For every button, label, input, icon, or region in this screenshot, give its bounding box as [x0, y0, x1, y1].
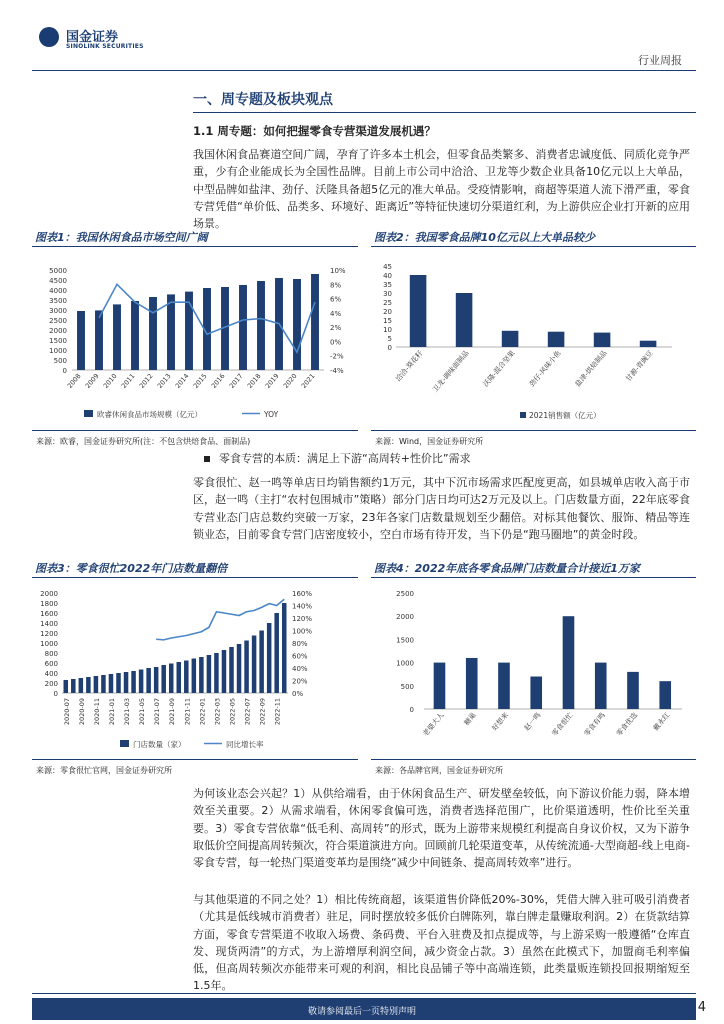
paragraph-2: 零食很忙、赵一鸣等单店日均销售额约1万元，其中下沉市场需求匹配度更高，如县城单店收入高于市区，赵一鸣（主打“农村包围城市”策略）部分门店日均可达2万元及以上。门店数量方面，22年底零食专营业态门店总数约突破一万家，23年各家门店数量规划至少翻倍。对标其他餐饮、服饰、精品等连锁业态，目前零食专营门店密度较小，空白市场有待开发，当下仍是“跑马圈地”的黄金时段。	[193, 476, 690, 541]
bullet-heading: 零食专营的本质：满足上下游“高周转+性价比”需求	[219, 452, 471, 465]
x-tick-label: 2021-03	[123, 698, 132, 726]
y-tick-label: 500	[400, 682, 414, 691]
x-tick-label: 2020-09	[77, 698, 86, 726]
bar	[161, 665, 166, 693]
y-right-tick-label: -4%	[330, 367, 344, 375]
y-tick-label: 40	[383, 272, 392, 280]
x-tick-label: 零食有鸣	[582, 711, 607, 738]
bar	[222, 650, 227, 693]
bar	[167, 294, 175, 370]
y-left-tick-label: 800	[44, 650, 58, 658]
y-tick-label: 45	[383, 263, 392, 271]
bar	[244, 641, 249, 694]
y-right-tick-label: -2%	[330, 352, 344, 361]
legend-label: YOY	[264, 410, 279, 419]
bar	[456, 293, 473, 347]
bar	[184, 661, 189, 694]
bar	[274, 613, 279, 693]
x-tick-label: 2022-03	[213, 698, 222, 726]
legend-label: 同比增长率	[226, 740, 264, 749]
x-tick-label: 2016	[209, 372, 227, 390]
figure-3-title: 图表3：零食很忙2022年门店数量翻倍	[35, 562, 228, 575]
y-left-tick-label: 1200	[40, 630, 58, 638]
x-tick-label: 老婆大人	[421, 711, 446, 738]
x-tick-label: 2020-07	[62, 698, 71, 726]
figure-3-chart	[32, 583, 362, 755]
bar	[192, 659, 197, 694]
y-right-tick-label: 60%	[292, 652, 308, 661]
y-left-tick-label: 1400	[40, 620, 58, 628]
y-right-tick-label: 20%	[292, 677, 308, 686]
y-tick-label: 10	[383, 326, 392, 334]
bar	[154, 667, 159, 693]
x-tick-label: 2022-11	[273, 698, 282, 726]
report-type: 行业周报	[638, 54, 682, 67]
y-right-tick-label: 10%	[330, 267, 346, 275]
y-left-tick-label: 2000	[40, 590, 58, 598]
x-tick-label: 2008	[65, 372, 83, 390]
y-left-tick-label: 2500	[49, 317, 67, 325]
bar	[640, 341, 657, 347]
subsection-title: 1.1 周专题：如何把握零食专营渠道发展机遇？	[193, 124, 436, 138]
company-logo-icon	[39, 27, 59, 47]
x-tick-label: 2010	[101, 372, 119, 390]
bar	[94, 676, 99, 693]
y-left-tick-label: 4000	[49, 287, 67, 295]
x-tick-label: 2022-05	[228, 698, 237, 726]
bar	[199, 657, 204, 693]
y-tick-label: 5	[387, 335, 392, 343]
x-tick-label: 2011	[119, 372, 137, 390]
y-right-tick-label: 120%	[292, 615, 313, 623]
figure-4-chart	[372, 583, 696, 755]
y-left-tick-label: 3000	[49, 307, 67, 315]
y-left-tick-label: 200	[44, 680, 58, 688]
bar	[237, 644, 242, 693]
bar	[77, 311, 85, 370]
y-tick-label: 15	[383, 317, 392, 325]
y-left-tick-label: 0	[53, 690, 58, 698]
bar	[434, 663, 446, 709]
section-title: 一、周专题及板块观点	[193, 92, 333, 108]
y-left-tick-label: 1000	[49, 347, 67, 355]
y-right-tick-label: 4%	[330, 309, 342, 318]
bar	[95, 310, 103, 370]
x-tick-label: 零食优选	[615, 711, 640, 738]
x-tick-label: 2022-01	[198, 698, 207, 726]
paragraph-3: 为何该业态会兴起？1）从供给端看，由于休闲食品生产、研发壁垒较低，向下游议价能力弱，降本增效至关重要。2）从需求端看，休闲零食偏可选，消费者选择范围广，比价渠道透明，性价比至关重要。3）零食专营依靠“低毛利、高周转”的形式，既为上游带来规模红利提高自身议价权，又为下游争取低价空间提高周转频次，符合渠道演进方向。回顾前几轮渠道变革，从传统流通-大型商超-线上电商-零食专营，每一轮热门渠道变革均是围绕“减少中间链条、提高周转效率”进行。	[193, 787, 690, 870]
legend-label: 欧睿休闲食品市场规模（亿元）	[97, 410, 202, 419]
x-tick-label: 2013	[155, 372, 173, 390]
x-tick-label: 盐津-烘焙制品	[573, 349, 609, 389]
x-tick-label: 2021-07	[153, 698, 162, 726]
legend-swatch-bar	[120, 740, 129, 747]
section-divider	[193, 112, 696, 113]
y-left-tick-label: 1800	[40, 600, 58, 608]
bar	[64, 680, 69, 693]
bar	[594, 333, 611, 347]
y-tick-label: 20	[383, 308, 392, 316]
bar	[169, 664, 174, 694]
logo-text-cn: 国金证券	[66, 30, 119, 45]
x-tick-label: 赵一鸣	[522, 711, 543, 733]
bar	[311, 274, 319, 370]
x-tick-label: 2021-11	[183, 698, 192, 726]
bar	[214, 653, 219, 693]
x-tick-label: 劲仔-风味小鱼	[527, 349, 563, 389]
bar	[502, 331, 519, 347]
x-tick-label: 2019	[263, 372, 281, 390]
y-left-tick-label: 0	[62, 367, 67, 375]
y-tick-label: 0	[387, 344, 392, 352]
y-right-tick-label: 0%	[330, 338, 342, 347]
x-tick-label: 2015	[191, 372, 209, 390]
y-right-tick-label: 2%	[330, 324, 342, 333]
x-tick-label: 2017	[227, 372, 245, 390]
figure-3-source: 来源：零食很忙官网，国金证券研究所	[36, 766, 172, 775]
figure-2-source: 来源：Wind，国金证券研究所	[375, 437, 484, 446]
x-tick-label: 糖巢	[462, 711, 478, 728]
legend-swatch-bar	[520, 412, 526, 418]
page-number: 4	[697, 1000, 706, 1015]
y-right-tick-label: 160%	[292, 590, 313, 598]
x-tick-label: 2009	[83, 372, 101, 390]
figure-1-chart	[32, 252, 362, 428]
x-tick-label: 洽洽-葵花籽	[394, 349, 425, 384]
bar	[86, 677, 91, 693]
bar	[71, 679, 76, 693]
figure-3-title-rule	[32, 577, 358, 578]
y-tick-label: 35	[383, 281, 392, 289]
y-tick-label: 2000	[396, 613, 414, 622]
y-left-tick-label: 600	[44, 660, 58, 668]
bar	[207, 655, 212, 693]
figure-1-bottom-rule	[32, 430, 358, 431]
bar	[139, 670, 144, 694]
y-right-tick-label: 40%	[292, 665, 308, 673]
figure-4-title-rule	[371, 577, 696, 578]
x-tick-label: 2021	[299, 372, 317, 390]
bar	[548, 332, 565, 347]
y-tick-label: 30	[383, 290, 392, 298]
x-tick-label: 2022-07	[243, 698, 252, 726]
y-tick-label: 1500	[396, 636, 414, 645]
bar	[410, 275, 427, 347]
bar	[563, 616, 575, 709]
x-tick-label: 2021-01	[107, 698, 116, 726]
legend-label: 2021销售额（亿元）	[529, 411, 601, 420]
legend-swatch-bar	[84, 410, 93, 417]
legend-label: 门店数量（家）	[133, 740, 186, 749]
bar	[124, 672, 129, 693]
y-right-tick-label: 80%	[292, 640, 308, 648]
figure-1-title: 图表1：我国休闲食品市场空间广阔	[35, 231, 208, 244]
bar	[627, 672, 639, 709]
bar	[146, 668, 151, 693]
y-right-tick-label: 6%	[330, 295, 342, 304]
x-tick-label: 好想来	[490, 711, 511, 733]
y-right-tick-label: 0%	[292, 690, 304, 698]
x-tick-label: 2020-11	[92, 698, 101, 726]
bar	[498, 663, 510, 709]
figure-2-bottom-rule	[371, 430, 696, 431]
growth-line	[156, 599, 284, 640]
y-tick-label: 2500	[396, 590, 414, 598]
bar	[267, 623, 272, 693]
bar	[595, 663, 607, 709]
x-tick-label: 2014	[173, 372, 191, 390]
x-tick-label: 2020	[281, 372, 299, 390]
y-left-tick-label: 500	[53, 357, 67, 365]
y-tick-label: 25	[383, 299, 392, 307]
bar	[131, 671, 136, 693]
bar	[131, 301, 139, 370]
bar	[149, 297, 157, 370]
y-right-tick-label: 8%	[330, 281, 342, 290]
paragraph-1: 我国休闲食品赛道空间广阔，孕育了许多本土机会，但零食品类繁多、消费者忠诚度低、同质化竞争严重，少有企业能成长为全国性品牌。目前上市公司中洽洽、卫龙等少数企业具备10亿元以上大单品，中型品牌如盐津、劲仔、沃隆具备超5亿元的准大单品。受疫情影响，商超等渠道人流下滑严重，零食专营凭借“单价低、品类多、环境好、距离近”等特征快速切分渠道红利，为上游供应企业打开新的应用场景。	[193, 148, 690, 231]
y-left-tick-label: 3500	[49, 297, 67, 305]
bar	[113, 304, 121, 370]
header-divider	[32, 70, 696, 71]
y-tick-label: 1000	[396, 659, 414, 668]
x-tick-label: 2022-09	[258, 698, 267, 726]
figure-2-chart	[372, 252, 696, 428]
y-left-tick-label: 5000	[49, 267, 67, 275]
figure-4-bottom-rule	[371, 759, 696, 760]
x-tick-label: 戴永红	[651, 711, 672, 733]
paragraph-4: 与其他渠道的不同之处？1）相比传统商超，该渠道售价降低20%-30%，凭借大牌入驻可吸引消费者（尤其是低线城市消费者）驻足，同时摆放较多低价白牌陈列，靠白牌走量赚取利润。2）在货款结算方面，零食专营渠道不收取入场费、条码费、平台入驻费及扣点提成等，与上游采购一般遵循“仓库直发、现货两清”的方式，为上游增厚利润空间，减少资金占款。3）虽然在此模式下，加盟商毛利率偏低，但高周转频次亦能带来可观的利润，相比良品铺子等中高端连锁，此类量贩连锁投回报期缩短至1.5年。	[193, 893, 690, 993]
bar	[229, 647, 234, 693]
y-right-tick-label: 140%	[292, 602, 313, 611]
figure-1-title-rule	[32, 246, 358, 247]
figure-1-source: 来源：欧睿，国金证券研究所(注：不包含烘焙食品、面制品)	[36, 437, 251, 446]
figure-2-title-rule	[371, 246, 696, 247]
bar	[109, 674, 114, 693]
x-tick-label: 卫龙-调味面制品	[431, 349, 471, 394]
bullet-square-icon	[204, 456, 210, 462]
x-tick-label: 零食很忙	[550, 711, 575, 738]
bar	[466, 658, 478, 709]
bar	[116, 673, 121, 693]
bar	[252, 636, 257, 694]
figure-4-title: 图表4：2022年底各零食品牌门店数量合计接近1万家	[374, 562, 640, 575]
footer-divider	[32, 993, 696, 994]
bar	[177, 662, 182, 693]
y-left-tick-label: 1000	[40, 640, 58, 648]
footer-disclaimer: 敬请参阅最后一页特别声明	[307, 1007, 416, 1017]
bar	[257, 281, 265, 370]
x-tick-label: 2012	[137, 372, 155, 390]
bar	[259, 631, 264, 694]
x-tick-label: 沃隆-混合坚果	[481, 349, 517, 389]
y-left-tick-label: 1500	[49, 337, 67, 345]
x-tick-label: 甘源-青豌豆	[624, 349, 655, 384]
y-left-tick-label: 1600	[40, 610, 58, 618]
x-tick-label: 2021-05	[138, 698, 147, 726]
bar	[282, 603, 287, 693]
y-left-tick-label: 4500	[49, 277, 67, 285]
bar	[101, 675, 106, 693]
bar	[293, 279, 301, 370]
x-tick-label: 2021-09	[168, 698, 177, 726]
y-right-tick-label: 100%	[292, 627, 313, 636]
y-tick-label: 0	[409, 706, 414, 714]
figure-2-title: 图表2：我国零食品牌10亿元以上大单品较少	[374, 231, 595, 244]
figure-4-source: 来源：各品牌官网，国金证券研究所	[375, 766, 503, 775]
bar	[79, 678, 84, 693]
bar	[239, 285, 247, 370]
y-left-tick-label: 2000	[49, 327, 67, 335]
logo-text-en: SINOLINK SECURITIES	[66, 43, 144, 50]
x-tick-label: 2018	[245, 372, 263, 390]
y-left-tick-label: 400	[44, 670, 58, 678]
bar	[659, 681, 671, 709]
figure-3-bottom-rule	[32, 759, 358, 760]
bar	[530, 677, 542, 709]
